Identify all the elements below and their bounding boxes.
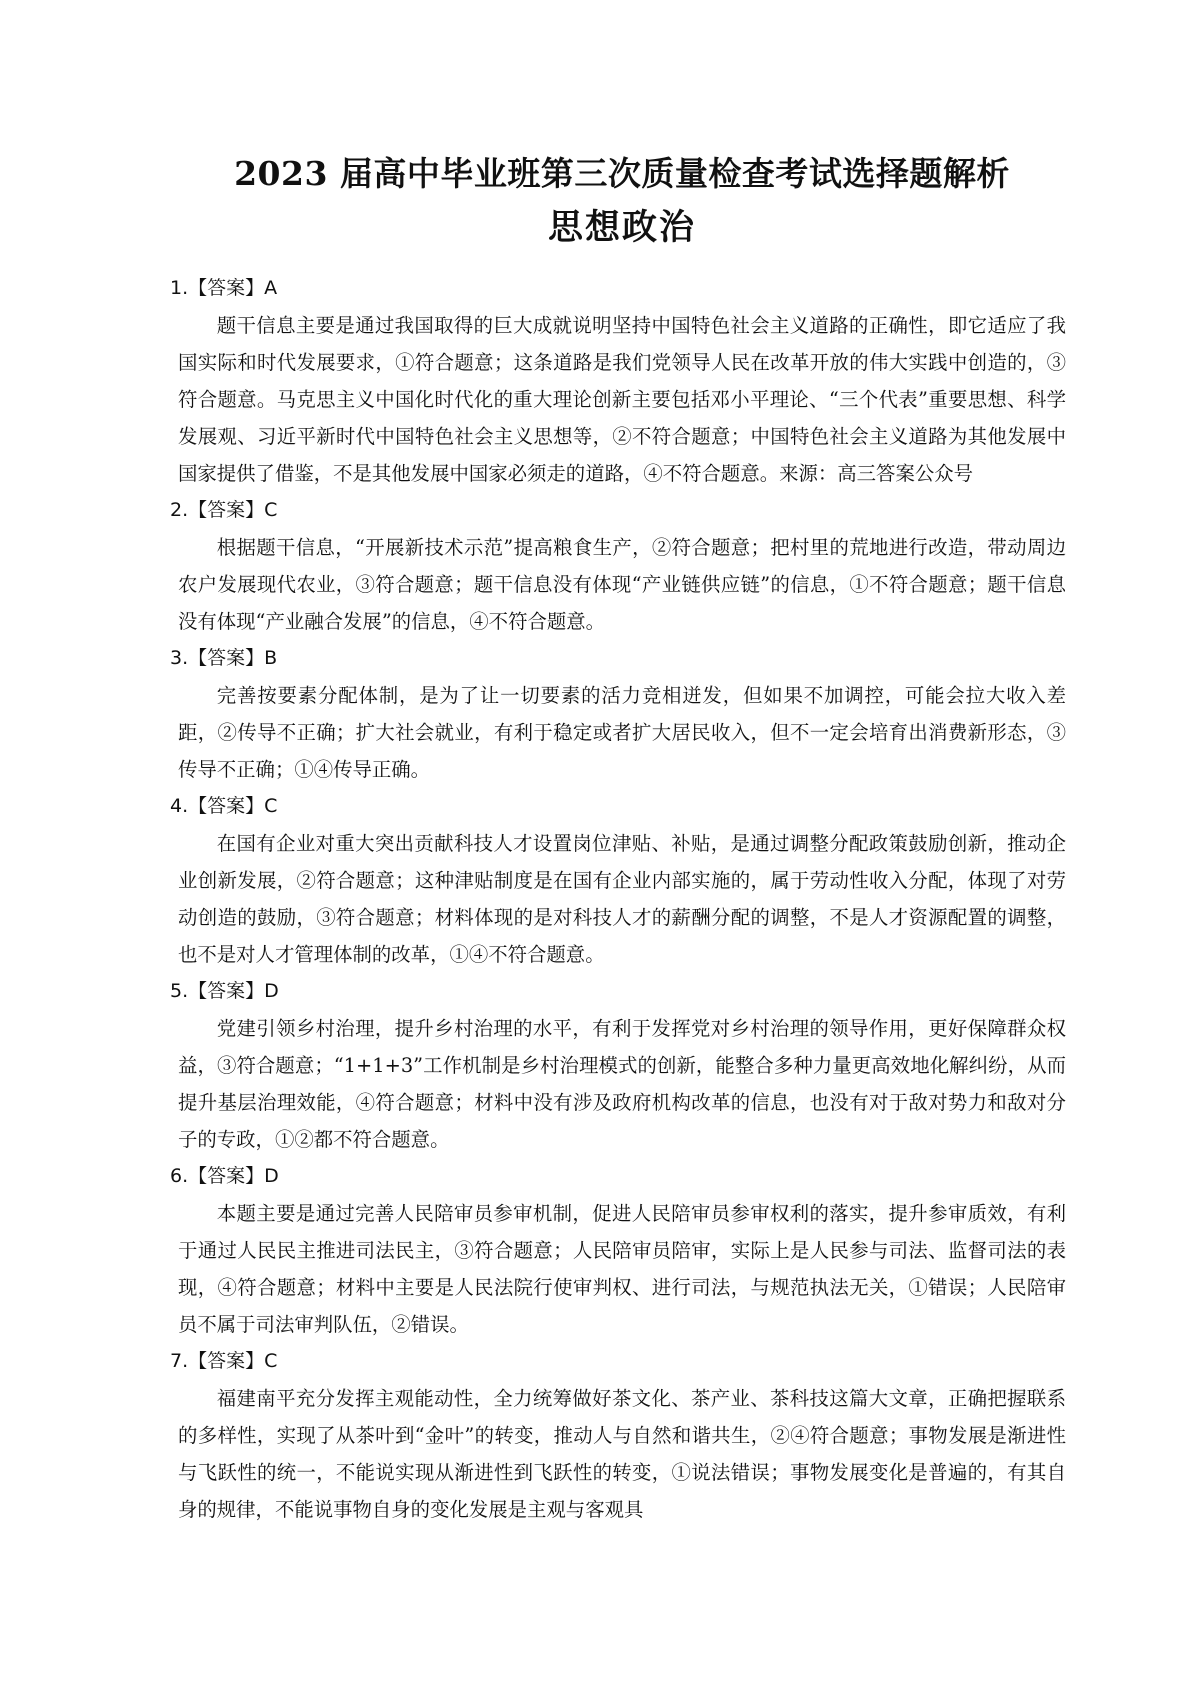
answer-explanation: 根据题干信息，“开展新技术示范”提高粮食生产，②符合题意；把村里的荒地进行改造，带动周边农户发展现代农业，③符合题意；题干信息没有体现“产业链供应链”的信息，①不符合题意；题干信息没有体现“产业融合发展”的信息，④不符合题意。	[178, 536, 1066, 633]
answer-label: 3.【答案】B	[170, 647, 278, 669]
subject-title: 思想政治	[547, 207, 696, 248]
question-item-3	[170, 640, 1066, 788]
answer-explanation: 在国有企业对重大突出贡献科技人才设置岗位津贴、补贴，是通过调整分配政策鼓励创新，推动企业创新发展，②符合题意；这种津贴制度是在国有企业内部实施的，属于劳动性收入分配，体现了对劳动创造的鼓励，③符合题意；材料体现的是对科技人才的薪酬分配的调整，不是人才资源配置的调整，也不是对人才管理体制的改革，①④不符合题意。	[178, 832, 1066, 966]
document-title: 2023 届高中毕业班第三次质量检查考试选择题解析	[234, 154, 1010, 193]
answer-explanation: 党建引领乡村治理，提升乡村治理的水平，有利于发挥党对乡村治理的领导作用，更好保障群众权益，③符合题意；“1+1+3”工作机制是乡村治理模式的创新，能整合多种力量更高效地化解纠纷，从而提升基层治理效能，④符合题意；材料中没有涉及政府机构改革的信息，也没有对于敌对势力和敌对分子的专政，①②都不符合题意。	[178, 1017, 1066, 1151]
answer-label: 7.【答案】C	[170, 1350, 278, 1372]
answer-label: 5.【答案】D	[170, 980, 279, 1002]
question-item-7	[170, 1343, 1066, 1528]
question-item-4	[170, 788, 1066, 973]
question-item-5	[170, 973, 1066, 1158]
answer-explanation: 福建南平充分发挥主观能动性，全力统筹做好茶文化、茶产业、茶科技这篇大文章，正确把握联系的多样性，实现了从茶叶到“金叶”的转变，推动人与自然和谐共生，②④符合题意；事物发展是渐进性与飞跃性的统一，不能说实现从渐进性到飞跃性的转变，①说法错误；事物发展变化是普遍的，有其自身的规律，不能说事物自身的变化发展是主观与客观具	[178, 1387, 1066, 1521]
answer-label: 2.【答案】C	[170, 499, 278, 521]
answer-label: 4.【答案】C	[170, 795, 278, 817]
answer-explanation: 完善按要素分配体制，是为了让一切要素的活力竞相迸发，但如果不加调控，可能会拉大收入差距，②传导不正确；扩大社会就业，有利于稳定或者扩大居民收入，但不一定会培育出消费新形态，③传导不正确；①④传导正确。	[178, 684, 1066, 781]
question-item-6	[170, 1158, 1066, 1343]
question-item-2	[170, 492, 1066, 640]
answer-explanation: 题干信息主要是通过我国取得的巨大成就说明坚持中国特色社会主义道路的正确性，即它适应了我国实际和时代发展要求，①符合题意；这条道路是我们党领导人民在改革开放的伟大实践中创造的，③符合题意。马克思主义中国化时代化的重大理论创新主要包括邓小平理论、“三个代表”重要思想、科学发展观、习近平新时代中国特色社会主义思想等，②不符合题意；中国特色社会主义道路为其他发展中国家提供了借鉴，不是其他发展中国家必须走的道路，④不符合题意。来源：高三答案公众号	[178, 314, 1066, 485]
question-item-1	[170, 270, 1066, 492]
answer-label: 1.【答案】A	[170, 277, 278, 299]
answer-explanation: 本题主要是通过完善人民陪审员参审机制，促进人民陪审员参审权利的落实，提升参审质效，有利于通过人民民主推进司法民主，③符合题意；人民陪审员陪审，实际上是人民参与司法、监督司法的表现，④符合题意；材料中主要是人民法院行使审判权、进行司法，与规范执法无关，①错误；人民陪审员不属于司法审判队伍，②错误。	[178, 1202, 1066, 1336]
answer-label: 6.【答案】D	[170, 1165, 279, 1187]
